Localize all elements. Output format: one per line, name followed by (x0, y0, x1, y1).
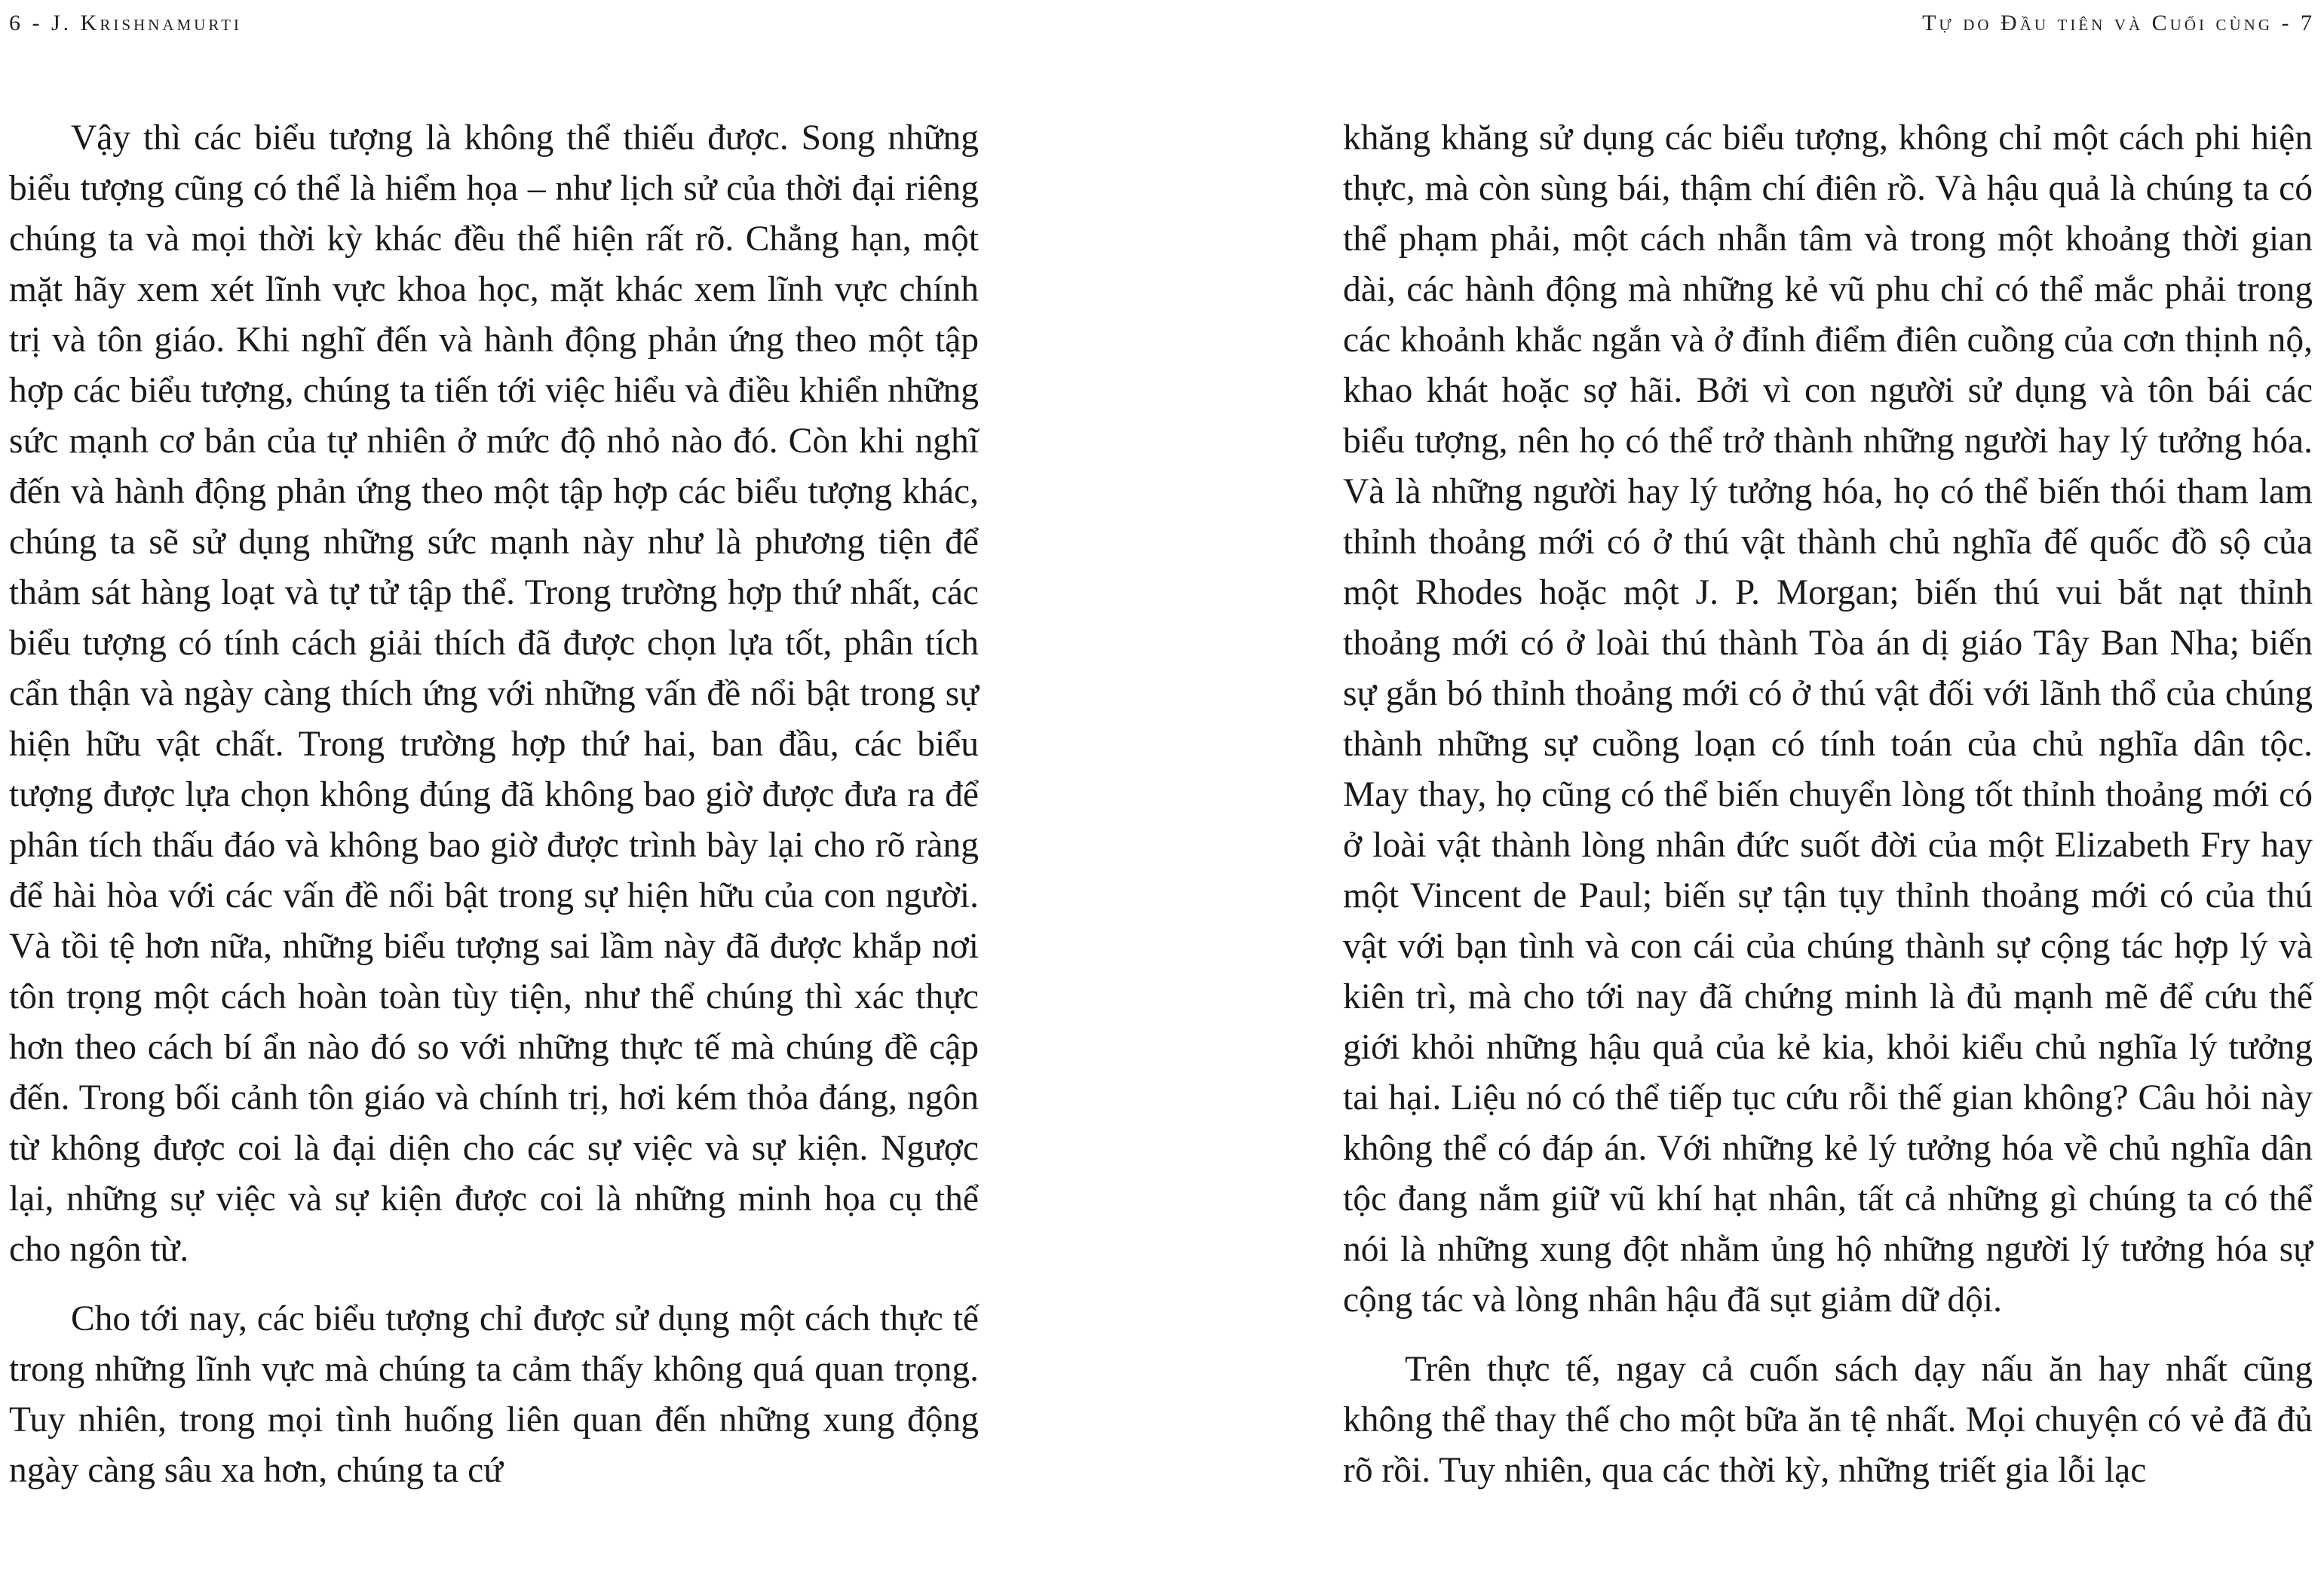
left-paragraph-2: Cho tới nay, các biểu tượng chỉ được sử dụng một cách thực tế trong những lĩnh vực mà chúng ta cảm thấy không quá quan trọng. Tuy nhiên, trong mọi tình huống liên quan đến những xung động ngày càng sâu xa hơn, chúng ta cứ (9, 1299, 979, 1490)
right-paragraph-2: Trên thực tế, ngay cả cuốn sách dạy nấu ăn hay nhất cũng không thể thay thế cho một bữa ăn tệ nhất. Mọi chuyện có vẻ đã đủ rõ rồi. Tuy nhiên, qua các thời kỳ, những triết gia lỗi lạc (1343, 1350, 2313, 1490)
left-running-head: 6 - J. Krishnamurti (9, 11, 242, 35)
left-text-block (9, 113, 979, 1515)
left-page (0, 0, 1161, 1576)
right-text-block (1343, 113, 2313, 1515)
left-paragraph-1: Vậy thì các biểu tượng là không thể thiếu được. Song những biểu tượng cũng có thể là hiểm họa – như lịch sử của thời đại riêng chúng ta và mọi thời kỳ khác đều thể hiện rất rõ. Chẳng hạn, một mặt hãy xem xét lĩnh vực khoa học, mặt khác xem lĩnh vực chính trị và tôn giáo. Khi nghĩ đến và hành động phản ứng theo một tập hợp các biểu tượng, chúng ta tiến tới việc hiểu và điều khiển những sức mạnh cơ bản của tự nhiên ở mức độ nhỏ nào đó. Còn khi nghĩ đến và hành động phản ứng theo một tập hợp các biểu tượng khác, chúng ta sẽ sử dụng những sức mạnh này như là phương tiện để thảm sát hàng loạt và tự tử tập thể. Trong trường hợp thứ nhất, các biểu tượng có tính cách giải thích đã được chọn lựa tốt, phân tích cẩn thận và ngày càng thích ứng với những vấn đề nổi bật trong sự hiện hữu vật chất. Trong trường hợp thứ hai, ban đầu, các biểu tượng được lựa chọn không đúng đã không bao giờ được đưa ra để phân tích thấu đáo và không bao giờ được trình bày lại cho rõ ràng để hài hòa với các vấn đề nổi bật trong sự hiện hữu của con người. Và tồi tệ hơn nữa, những biểu tượng sai lầm này đã được khắp nơi tôn trọng một cách hoàn toàn tùy tiện, như thể chúng thì xác thực hơn theo cách bí ẩn nào đó so với những thực tế mà chúng đề cập đến. Trong bối cảnh tôn giáo và chính trị, hơi kém thỏa đáng, ngôn từ không được coi là đại diện cho các sự việc và sự kiện. Ngược lại, những sự việc và sự kiện được coi là những minh họa cụ thể cho ngôn từ. (9, 118, 979, 1269)
right-page (1162, 0, 2324, 1576)
right-paragraph-1: khăng khăng sử dụng các biểu tượng, không chỉ một cách phi hiện thực, mà còn sùng bái, thậm chí điên rồ. Và hậu quả là chúng ta có thể phạm phải, một cách nhẫn tâm và trong một khoảng thời gian dài, các hành động mà những kẻ vũ phu chỉ có thể mắc phải trong các khoảnh khắc ngắn và ở đỉnh điểm điên cuồng của cơn thịnh nộ, khao khát hoặc sợ hãi. Bởi vì con người sử dụng và tôn bái các biểu tượng, nên họ có thể trở thành những người hay lý tưởng hóa. Và là những người hay lý tưởng hóa, họ có thể biến thói tham lam thỉnh thoảng mới có ở thú vật thành chủ nghĩa đế quốc đồ sộ của một Rhodes hoặc một J. P. Morgan; biến thú vui bắt nạt thỉnh thoảng mới có ở loài thú thành Tòa án dị giáo Tây Ban Nha; biến sự gắn bó thỉnh thoảng mới có ở thú vật đối với lãnh thổ của chúng thành những sự cuồng loạn có tính toán của chủ nghĩa dân tộc. May thay, họ cũng có thể biến chuyển lòng tốt thỉnh thoảng mới có ở loài vật thành lòng nhân đức suốt đời của một Elizabeth Fry hay một Vincent de Paul; biến sự tận tụy thỉnh thoảng mới có của thú vật với bạn tình và con cái của chúng thành sự cộng tác hợp lý và kiên trì, mà cho tới nay đã chứng minh là đủ mạnh mẽ để cứu thế giới khỏi những hậu quả của kẻ kia, khỏi kiểu chủ nghĩa lý tưởng tai hại. Liệu nó có thể tiếp tục cứu rỗi thế gian không? Câu hỏi này không thể có đáp án. Với những kẻ lý tưởng hóa về chủ nghĩa dân tộc đang nắm giữ vũ khí hạt nhân, tất cả những gì chúng ta có thể nói là những xung đột nhằm ủng hộ những người lý tưởng hóa sự cộng tác và lòng nhân hậu đã sụt giảm dữ dội. (1343, 118, 2313, 1320)
right-running-head: Tự do Đầu tiên và Cuối cùng - 7 (1922, 11, 2315, 35)
